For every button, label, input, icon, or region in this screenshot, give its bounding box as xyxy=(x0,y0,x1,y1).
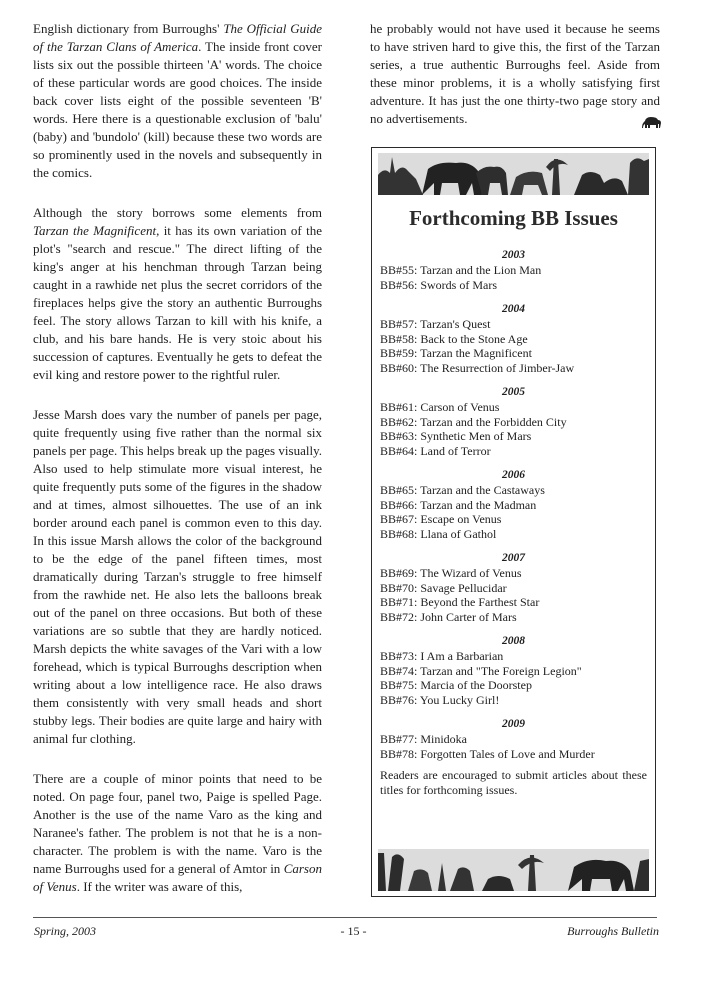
box-title: Forthcoming BB Issues xyxy=(409,206,618,230)
year-heading: 2006 xyxy=(502,469,525,481)
year-heading: 2008 xyxy=(502,635,525,647)
year-group-2006 xyxy=(380,468,647,541)
issue-item: BB#76: You Lucky Girl! xyxy=(380,692,500,707)
year-group-2004 xyxy=(380,302,647,375)
paragraph-story-elements: Although the story borrows some elements from Tarzan the Magnificent, it has its own variation of the plot's "search and rescue." The direct lifting of the king's anger at his henchman through Tarzan being caught in a rawhide net plus the secret corridors of the fireplaces helps give the story an authentic Burroughs feel. The story allows Tarzan to kill with his knife, a club, and his bare hands. He is very stoic about his succession of captures. Eventually he gets to defeat the evil king and restore power to the rightful ruler. xyxy=(33,205,322,382)
year-heading: 2009 xyxy=(502,718,525,730)
right-column xyxy=(370,20,660,128)
issue-item: BB#64: Land of Terror xyxy=(380,443,491,458)
issue-item: BB#65: Tarzan and the Castaways xyxy=(380,483,545,497)
year-group-2005 xyxy=(380,385,647,458)
footer-page-number: - 15 - xyxy=(340,924,367,938)
issue-item: BB#73: I Am a Barbarian xyxy=(380,649,504,663)
issue-item: BB#55: Tarzan and the Lion Man xyxy=(380,263,542,277)
issue-item: BB#77: Minidoka xyxy=(380,732,468,746)
issue-item: BB#66: Tarzan and the Madman xyxy=(380,497,537,512)
issues-list xyxy=(380,248,647,771)
issue-item: BB#59: Tarzan the Magnificent xyxy=(380,346,532,360)
issue-item: BB#60: The Resurrection of Jimber-Jaw xyxy=(380,360,575,375)
year-heading: 2007 xyxy=(502,552,525,564)
year-group-2009 xyxy=(380,717,647,761)
footer-publication: Burroughs Bulletin xyxy=(567,924,659,938)
year-heading: 2004 xyxy=(502,303,525,315)
issue-item: BB#70: Savage Pellucidar xyxy=(380,580,507,595)
elephant-end-mark-icon xyxy=(642,116,662,130)
paragraph-conclusion: he probably would not have used it because he seems to have striven hard to give this, the first of the Tarzan series, a true authentic Burroughs feel. Aside from these minor problems, it is a wholly satisfying first adventure. It has just the one thirty-two page story and no advertisements. xyxy=(370,21,660,126)
issue-item: BB#62: Tarzan and the Forbidden City xyxy=(380,414,567,429)
year-group-2008 xyxy=(380,634,647,707)
paragraph-dictionary: English dictionary from Burroughs' The Official Guide of the Tarzan Clans of America. The inside front cover lists six out the possible thirteen 'A' words. The choice of these particular words are good choices. The inside back cover lists eight of the possible seventeen 'B' words. Here there is a questionable exclusion of 'balu' (baby) and 'bundolo' (kill) because these two words are so prominently used in the novels and subsequently in the comics. xyxy=(33,21,322,180)
issue-item: BB#58: Back to the Stone Age xyxy=(380,331,528,346)
year-heading: 2005 xyxy=(502,386,525,398)
jungle-illustration-bottom xyxy=(378,849,649,891)
year-group-2003 xyxy=(380,248,647,292)
jungle-illustration-top xyxy=(378,153,649,195)
issue-item: BB#75: Marcia of the Doorstep xyxy=(380,678,532,692)
issue-item: BB#67: Escape on Venus xyxy=(380,512,502,526)
issue-item: BB#72: John Carter of Mars xyxy=(380,609,517,624)
forthcoming-issues-box xyxy=(371,147,656,897)
issue-item: BB#57: Tarzan's Quest xyxy=(380,317,491,331)
left-column xyxy=(33,20,322,896)
footer-season: Spring, 2003 xyxy=(34,924,97,938)
year-heading: 2003 xyxy=(502,249,525,261)
paragraph-jesse-marsh: Jesse Marsh does vary the number of panels per page, quite frequently using five rather than the normal six panels per page. This helps break up the pages visually. Also used to help stimulate more visual interest, he quite frequently puts some of the figures in the shadow and at times, almost silhouettes. The use of an ink border around each panel is common even to this day. In this issue Marsh allows the color of the background to be the edge of the panel fifteen times, most dramatically during Tarzan's struggle to free himself from the rawhide net. He also lets the balloons break out of the panel on three occasions. But both of these variations are so subtle that they are hardly noticed. Marsh depicts the white savages of the Vari with a low forehead, which is typical Burroughs description when writing about a low intelligence race. He also draws them consistently with very small heads and short stubby legs. Their bodies are quite large and hairy with animal fur clothing. xyxy=(33,407,322,746)
paragraph-minor-points: There are a couple of minor points that need to be noted. On page four, panel two, Paige is spelled Page. Another is the use of the name Varo as the king and Naranee's father. The problem is not that he is a non-character. The problem is with the name. Varo is the name Burroughs used for a general of Amtor in Carson of Venus. If the writer was aware of this, xyxy=(33,771,322,894)
issue-item: BB#74: Tarzan and "The Foreign Legion" xyxy=(380,663,582,678)
issue-item: BB#63: Synthetic Men of Mars xyxy=(380,429,532,443)
year-group-2007 xyxy=(380,551,647,624)
issue-item: BB#68: Llana of Gathol xyxy=(380,526,497,541)
issue-item: BB#56: Swords of Mars xyxy=(380,277,498,292)
issue-item: BB#69: The Wizard of Venus xyxy=(380,566,522,580)
issue-item: BB#61: Carson of Venus xyxy=(380,400,500,414)
issue-item: BB#71: Beyond the Farthest Star xyxy=(380,595,540,609)
issue-item: BB#78: Forgotten Tales of Love and Murder xyxy=(380,746,595,761)
footer-divider xyxy=(33,917,657,918)
readers-note: Readers are encouraged to submit articles about these titles for forthcoming issues. xyxy=(380,768,647,797)
